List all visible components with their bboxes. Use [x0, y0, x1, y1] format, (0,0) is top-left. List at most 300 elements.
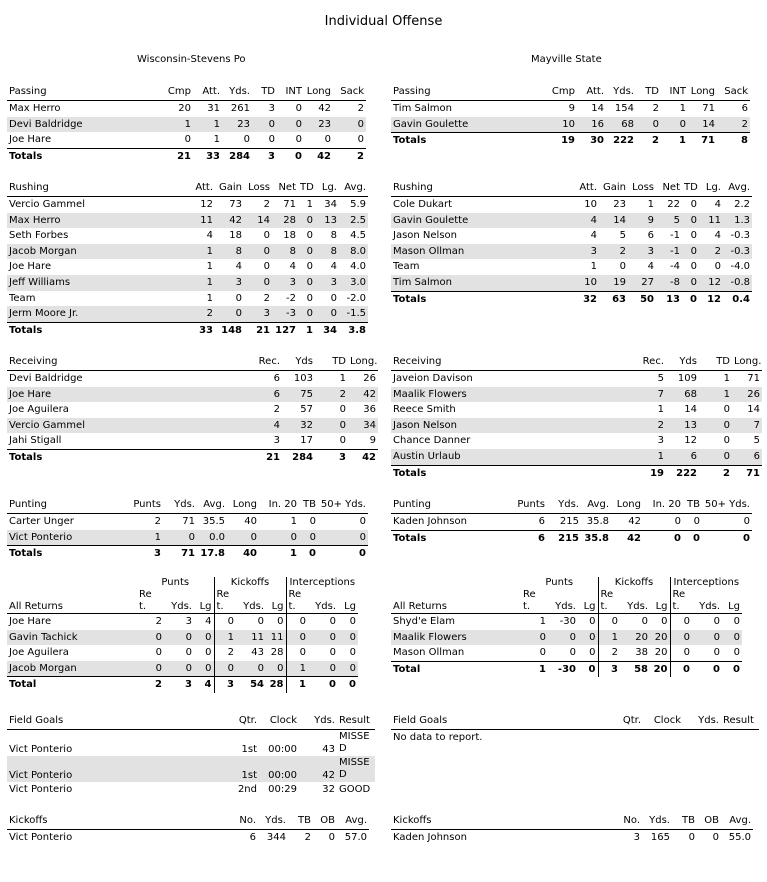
stat-cell: 71 — [747, 373, 760, 384]
totals-row — [7, 148, 366, 164]
column-header: Long. — [348, 354, 378, 371]
player-name: Team — [393, 261, 420, 273]
table-row — [391, 514, 752, 531]
player-name: Cole Dukart — [393, 199, 453, 210]
stat-cell: 8 — [215, 244, 244, 260]
stat-cell: 0 — [539, 647, 546, 659]
stat-cell: 28 — [272, 213, 298, 229]
result-cell — [337, 756, 375, 782]
column-header: Long. — [732, 354, 762, 371]
stat-cell: 6 — [273, 373, 280, 384]
player-name: Carter Unger — [9, 516, 74, 527]
stat-cell: 0 — [743, 516, 750, 527]
section-label: Field Goals — [391, 713, 609, 730]
stat-cell: 5.9 — [350, 199, 366, 210]
stat-cell: 0 — [349, 616, 357, 627]
column-header: t. — [286, 601, 308, 614]
stat-cell: 0 — [318, 530, 368, 546]
header-row — [7, 180, 368, 197]
home-kickoffs-table — [7, 813, 369, 846]
total-cell: 42 — [348, 449, 378, 465]
column-header: Long — [688, 84, 717, 101]
totals-label: Totals — [391, 133, 536, 149]
stat-cell: 6 — [741, 103, 748, 114]
stat-cell: 1 — [598, 630, 620, 646]
stat-cell: 18 — [229, 230, 242, 242]
total-cell: 1 — [661, 133, 688, 149]
stat-cell: 2 — [273, 404, 280, 416]
total-cell: 34 — [315, 322, 339, 338]
away-field-goals — [391, 713, 759, 746]
stat-cell: 20 — [178, 103, 191, 114]
total-cell: 19 — [536, 133, 577, 149]
header-row — [7, 813, 369, 830]
stat-cell: 11 — [236, 630, 266, 646]
home-passing-table — [7, 84, 366, 164]
total-cell: 0 — [318, 546, 368, 562]
section-label: Kickoffs — [7, 813, 227, 830]
column-header: Yds. — [642, 813, 672, 830]
stat-cell: 0 — [683, 647, 691, 659]
header-row — [391, 601, 742, 614]
stat-cell: 0 — [578, 614, 598, 630]
stat-cell: 0 — [682, 213, 699, 229]
home-rushing — [7, 180, 368, 338]
totals-label: Totals — [7, 322, 165, 338]
home-field-goals-table — [7, 713, 375, 798]
stat-cell: 0 — [194, 630, 214, 646]
stat-cell: 0 — [298, 306, 315, 322]
player-name: Joe Aguilera — [9, 404, 69, 416]
table-row — [391, 213, 752, 229]
column-header: Avg. — [337, 813, 369, 830]
stat-cell: 2 — [357, 103, 364, 114]
stat-cell: 1 — [165, 244, 215, 260]
total-cell: 0 — [338, 677, 358, 693]
stat-cell: 0 — [266, 614, 286, 630]
column-header: INT — [277, 84, 304, 101]
result-line-1: MISSE — [339, 731, 370, 742]
column-header: t. — [598, 601, 620, 614]
column-header: In. 20 — [643, 497, 683, 514]
header-row — [391, 813, 753, 830]
column-header: Avg. — [581, 497, 611, 514]
totals-row — [391, 133, 750, 149]
stat-cell: 154 — [614, 103, 634, 114]
stat-cell: -0.3 — [723, 244, 752, 260]
column-header: Net — [272, 180, 298, 197]
table-row — [391, 244, 752, 260]
stat-cell: 4 — [647, 261, 654, 273]
table-row — [391, 228, 752, 244]
column-header: TB — [672, 813, 697, 830]
column-header: Lg — [578, 601, 598, 614]
stat-cell: 5 — [753, 435, 760, 447]
stat-cell: 3 — [215, 275, 244, 291]
stat-cell: 75 — [282, 387, 315, 403]
stat-cell: 20 — [650, 645, 670, 661]
stat-cell: 0 — [670, 630, 692, 646]
player-name: Vict Ponterio — [9, 744, 73, 755]
stat-cell: 0 — [349, 647, 357, 659]
group-header-row — [391, 577, 742, 589]
stat-cell: 0 — [521, 630, 548, 646]
stat-cell: 0 — [688, 832, 695, 843]
stat-cell: 4 — [549, 213, 599, 229]
player-name: Jahi Stigall — [9, 435, 62, 447]
stat-cell: 0 — [244, 275, 272, 291]
player-name: Joe Hare — [9, 616, 52, 627]
stat-cell: 0 — [338, 630, 358, 646]
column-header: TD — [682, 180, 699, 197]
total-cell: 33 — [193, 148, 222, 164]
no-data-message: No data to report. — [393, 732, 483, 743]
column-header: Yds. — [683, 713, 721, 730]
total-cell: 0 — [682, 291, 699, 307]
home-returns-table — [7, 577, 358, 693]
total-cell: 30 — [577, 133, 606, 149]
stat-cell: 12 — [684, 435, 697, 447]
stat-cell: 0 — [699, 449, 732, 465]
column-header: Loss — [628, 180, 656, 197]
header-row — [7, 84, 366, 101]
column-header: Sack — [333, 84, 366, 101]
player-name: Jerm Moore Jr. — [7, 306, 165, 322]
stat-cell: 4 — [289, 261, 296, 273]
player-name: Tim Salmon — [393, 103, 452, 114]
column-header: Gain — [599, 180, 628, 197]
stat-cell: 1 — [206, 292, 213, 304]
column-header: TB — [288, 813, 313, 830]
re-header-row — [391, 589, 742, 601]
stat-cell: 1 — [339, 373, 346, 384]
stat-cell: 0 — [690, 230, 697, 242]
stat-cell: 0 — [636, 117, 661, 133]
stat-cell: 2 — [315, 387, 348, 403]
re-label: Re — [672, 589, 686, 600]
section-label: Passing — [391, 84, 536, 101]
table-row — [391, 387, 762, 403]
stat-cell: 9 — [628, 213, 656, 229]
total-cell: 0 — [722, 661, 742, 677]
table-row — [391, 259, 752, 275]
stat-cell: 71 — [182, 516, 195, 527]
stat-cell: 0 — [277, 117, 304, 133]
home-receiving — [7, 354, 378, 466]
stat-cell: 0 — [298, 244, 315, 260]
table-row — [7, 259, 368, 275]
player-name: Vict Ponterio — [7, 530, 120, 546]
stat-cell: 0 — [723, 435, 730, 447]
column-header: Att. — [549, 180, 599, 197]
stat-cell: 34 — [348, 418, 378, 434]
page-title: Individual Offense — [324, 14, 443, 29]
stat-cell: 0 — [308, 630, 338, 646]
return-group-header: Interceptions — [673, 577, 740, 588]
stat-cell: 7 — [732, 418, 762, 434]
stat-cell: 0 — [330, 292, 337, 304]
column-header: Avg. — [197, 497, 227, 514]
table-row — [391, 418, 762, 434]
table-row — [391, 614, 742, 630]
player-name: Vercio Gammel — [7, 418, 237, 434]
stat-cell: 5 — [656, 213, 682, 229]
stat-cell: 0 — [714, 261, 721, 273]
stat-cell: 6 — [237, 387, 282, 403]
result-line-1: GOOD — [339, 784, 371, 795]
result-line-2: D — [339, 743, 347, 754]
stat-cell: 0.0 — [197, 530, 227, 546]
stat-cell: 1 — [621, 449, 666, 465]
column-header: Yds. — [236, 601, 266, 614]
column-header: TD — [252, 84, 277, 101]
stat-cell: -8 — [656, 275, 682, 291]
column-header: TB — [299, 497, 318, 514]
home-returns — [7, 577, 358, 693]
stat-cell: 0 — [214, 661, 236, 677]
total-cell: 21 — [237, 449, 282, 465]
stat-cell: 42 — [628, 516, 641, 527]
stat-cell: 0 — [661, 117, 688, 133]
stat-cell: 13 — [666, 418, 699, 434]
header-row — [7, 354, 378, 371]
table-row — [391, 830, 753, 846]
column-header: Avg. — [723, 180, 752, 197]
section-label: Receiving — [391, 354, 621, 371]
total-cell: 0 — [277, 148, 304, 164]
column-header: Clock — [259, 713, 299, 730]
stat-cell: 26 — [732, 387, 762, 403]
total-cell: 0 — [578, 661, 598, 677]
stat-cell: -3 — [272, 306, 298, 322]
stat-cell: 0 — [295, 134, 302, 146]
stat-cell: 0 — [641, 616, 649, 627]
column-header: Punts — [120, 497, 163, 514]
stat-cell: 0 — [329, 647, 337, 659]
table-row — [7, 291, 368, 307]
stat-cell: 36 — [363, 404, 376, 416]
table-row — [7, 275, 368, 291]
totals-row — [7, 322, 368, 338]
table-row — [391, 645, 742, 661]
stat-cell: -2 — [286, 292, 296, 304]
stat-cell: 0 — [578, 630, 598, 646]
stat-cell: 0 — [252, 117, 277, 133]
section-label: Punting — [391, 497, 504, 514]
table-row — [391, 197, 752, 213]
column-header: t. — [521, 601, 548, 614]
column-header: Lg — [266, 601, 286, 614]
header-row — [7, 601, 358, 614]
stat-cell: 0 — [722, 630, 742, 646]
stat-cell: -2.0 — [346, 292, 366, 304]
re-label: Re — [216, 589, 230, 600]
away-rushing — [391, 180, 752, 307]
total-cell: 2 — [636, 133, 661, 149]
player-name: Gavin Goulette — [391, 213, 549, 229]
column-header: Lg — [722, 601, 742, 614]
table-row — [7, 756, 375, 782]
table-row — [391, 433, 762, 449]
stat-cell: 215 — [559, 516, 579, 527]
totals-label: Totals — [7, 148, 152, 164]
stat-cell: 11 — [699, 213, 723, 229]
stat-cell: 57.0 — [344, 832, 367, 843]
home-punting — [7, 497, 368, 562]
stat-cell: 0 — [194, 661, 214, 677]
column-header: Avg. — [721, 813, 753, 830]
stat-cell: 1 — [286, 661, 308, 677]
stat-cell: 1 — [539, 616, 546, 627]
stat-cell: 0 — [185, 647, 192, 659]
stat-cell: 109 — [677, 373, 697, 384]
result-cell — [337, 730, 375, 757]
stat-cell: 2 — [263, 199, 270, 210]
stat-cell: 0 — [235, 292, 242, 304]
total-cell: 17.8 — [197, 546, 227, 562]
total-cell: 20 — [650, 661, 670, 677]
player-name: Joe Hare — [7, 387, 237, 403]
stat-cell: 0 — [333, 117, 366, 133]
stat-cell: 0 — [578, 645, 598, 661]
stat-cell: 3 — [185, 616, 192, 627]
table-row — [7, 117, 366, 133]
total-cell: 3.8 — [339, 322, 368, 338]
home-rushing-table — [7, 180, 368, 338]
total-cell: 284 — [282, 449, 315, 465]
stat-cell: 0 — [650, 614, 670, 630]
player-name: Jacob Morgan — [7, 661, 137, 677]
re-label: Re — [523, 589, 536, 600]
stat-cell: 3 — [315, 275, 339, 291]
away-team-name: Mayville State — [531, 54, 602, 65]
table-row — [7, 132, 366, 148]
group-header-row — [7, 577, 358, 589]
column-header: Yds. — [258, 813, 288, 830]
stat-cell: 4 — [714, 199, 721, 210]
column-header: TB — [683, 497, 702, 514]
column-header: Long — [227, 497, 259, 514]
stat-cell: 0 — [137, 661, 164, 677]
total-cell: 222 — [666, 465, 699, 481]
table-row — [7, 782, 375, 798]
stat-cell: 2 — [611, 647, 619, 659]
header-row — [391, 713, 759, 730]
column-header: Yds. — [620, 601, 650, 614]
stat-cell: 55.0 — [728, 832, 751, 843]
stat-cell: 4.0 — [350, 261, 366, 273]
player-name: Kaden Johnson — [393, 832, 467, 843]
header-row — [7, 713, 375, 730]
player-name: Seth Forbes — [9, 230, 69, 242]
total-cell: 0 — [683, 530, 702, 546]
stat-cell: 32 — [322, 784, 335, 795]
stat-cell: 0 — [713, 616, 721, 627]
stat-cell: 14 — [599, 213, 628, 229]
column-header: Result — [721, 713, 759, 730]
stat-cell: 3 — [633, 832, 640, 843]
stat-cell: 0 — [329, 616, 337, 627]
total-cell: 3 — [214, 677, 236, 693]
column-header: Yds — [282, 354, 315, 371]
section-label: Receiving — [7, 354, 237, 371]
stat-cell: 19 — [599, 275, 628, 291]
re-label: Re — [139, 589, 152, 600]
total-cell: 71 — [732, 465, 762, 481]
result-line-1: MISSE — [339, 757, 370, 768]
total-cell: 2 — [699, 465, 732, 481]
stat-cell: 0 — [155, 647, 162, 659]
stat-cell: 6 — [666, 449, 699, 465]
player-name: Gavin Tachick — [7, 630, 137, 646]
stat-cell: 5 — [657, 373, 664, 384]
stat-cell: 0 — [243, 134, 250, 146]
total-cell: 71 — [688, 133, 717, 149]
stat-cell: 1 — [699, 387, 732, 403]
column-header: Sack — [717, 84, 750, 101]
stat-cell: 0 — [298, 213, 315, 229]
home-team-name: Wisconsin-Stevens Po — [137, 54, 246, 65]
stat-cell: -1 — [656, 244, 682, 260]
stat-cell: 0 — [723, 404, 730, 416]
stat-cell: 10 — [584, 199, 597, 210]
totals-label: Totals — [391, 530, 504, 546]
section-label: Rushing — [7, 180, 165, 197]
stat-cell: 10 — [536, 117, 577, 133]
column-header: t. — [214, 601, 236, 614]
stat-cell: 0 — [692, 630, 722, 646]
total-cell: 0 — [702, 530, 752, 546]
stat-cell: 8 — [272, 244, 298, 260]
section-label: All Returns — [391, 601, 521, 614]
stat-cell: 0 — [309, 516, 316, 527]
stat-cell: 28 — [266, 645, 286, 661]
table-row — [7, 418, 378, 434]
stat-cell: 0 — [227, 616, 235, 627]
table-row — [7, 830, 369, 846]
result-line-2: D — [339, 769, 347, 780]
stat-cell: 0 — [339, 435, 346, 447]
stat-cell: 1 — [193, 117, 222, 133]
player-name: Maalik Flowers — [391, 630, 521, 646]
player-name: Mason Ollman — [391, 244, 549, 260]
totals-label: Totals — [7, 449, 237, 465]
stat-cell: 3 — [268, 103, 275, 114]
totals-label: Totals — [391, 465, 621, 481]
table-row — [7, 402, 378, 418]
stat-cell: 1 — [306, 199, 313, 210]
total-cell: 284 — [222, 148, 252, 164]
stat-cell: -4.0 — [730, 261, 750, 273]
stat-cell: 14 — [684, 404, 697, 416]
stat-cell: 1 — [723, 373, 730, 384]
stat-cell: 0 — [569, 647, 576, 659]
stat-cell: 0 — [227, 530, 259, 546]
totals-label: Totals — [391, 291, 549, 307]
stat-cell: 0 — [611, 616, 619, 627]
stat-cell: 0 — [693, 516, 700, 527]
stat-cell: 0 — [244, 244, 272, 260]
stat-cell: 0 — [236, 661, 266, 677]
stat-cell: 23 — [613, 199, 626, 210]
column-header: No. — [611, 813, 642, 830]
total-cell: 3 — [315, 449, 348, 465]
player-name: Joe Hare — [9, 134, 52, 146]
stat-cell: 6 — [538, 516, 545, 527]
return-group-header: Interceptions — [289, 577, 356, 588]
column-header: Yds. — [163, 497, 197, 514]
total-cell: 19 — [621, 465, 666, 481]
